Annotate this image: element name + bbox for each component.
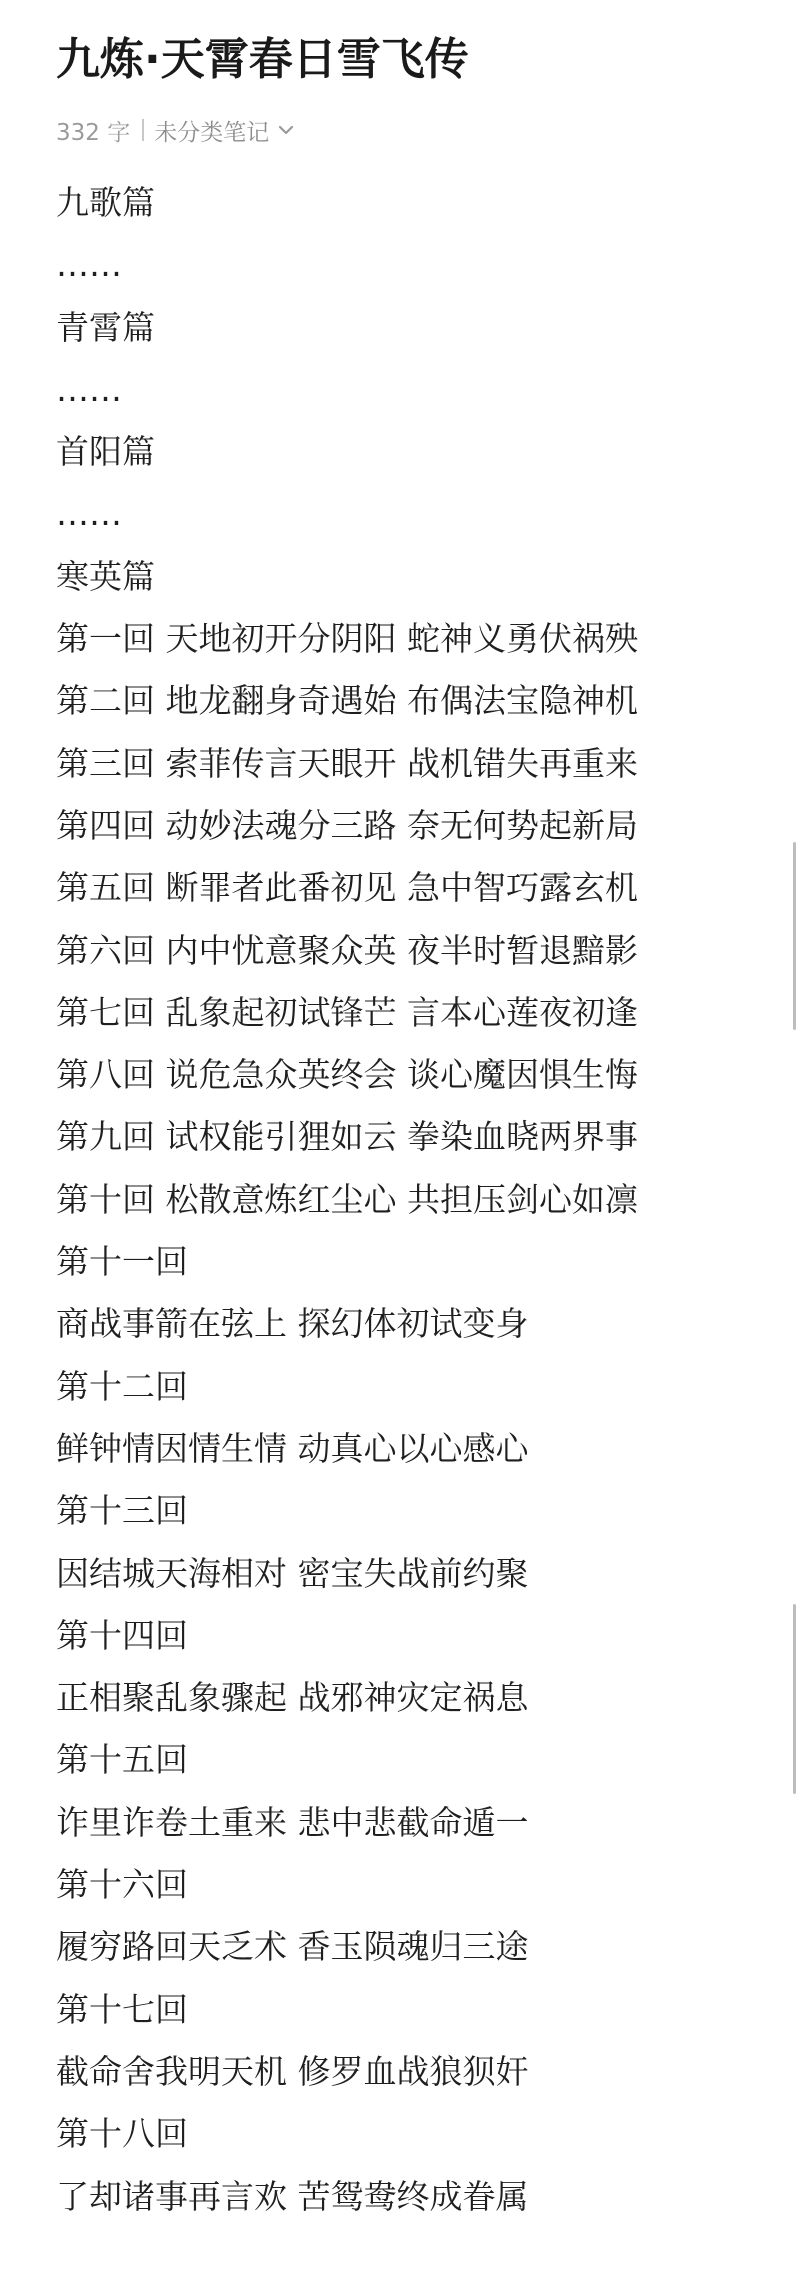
note-line: 首阳篇	[56, 432, 155, 472]
chevron-down-icon[interactable]	[275, 119, 297, 141]
note-line: 第六回 内中忧意聚众英 夜半时暂退黯影	[56, 930, 638, 970]
note-line: 第十四回	[56, 1615, 188, 1655]
note-line: 第五回 断罪者此番初见 急中智巧露玄机	[56, 868, 638, 908]
note-line: ……	[56, 494, 122, 534]
note-line: 第七回 乱象起初试锋芒 言本心莲夜初逢	[56, 992, 638, 1032]
note-line: 第二回 地龙翻身奇遇始 布偶法宝隐神机	[56, 681, 638, 721]
note-line: 第八回 说危急众英终会 谈心魔因惧生悔	[56, 1055, 638, 1095]
note-line: 第四回 动妙法魂分三路 奈无何势起新局	[56, 805, 638, 845]
note-line: ……	[56, 369, 122, 409]
note-line: 第一回 天地初开分阴阳 蛇神义勇伏祸殃	[56, 619, 638, 659]
note-line: 青霄篇	[56, 307, 155, 347]
note-line: 截命舍我明天机 修罗血战狼狈奸	[56, 2051, 529, 2091]
note-line: 履穷路回天乏术 香玉陨魂归三途	[56, 1927, 529, 1967]
word-count: 332 字	[56, 119, 131, 146]
note-line: 第十回 松散意炼红尘心 共担压剑心如凛	[56, 1179, 638, 1219]
note-line: 第九回 试权能引狸如云 拳染血晓两界事	[56, 1117, 638, 1157]
note-line: 第十五回	[56, 1740, 188, 1780]
note-title[interactable]: 九炼·天霄春日雪飞传	[56, 34, 469, 85]
note-line: 第十七回	[56, 1989, 188, 2029]
note-line: 鲜钟情因情生情 动真心以心感心	[56, 1428, 529, 1468]
note-line: 第十三回	[56, 1491, 188, 1531]
note-line: 九歌篇	[56, 183, 155, 222]
scrollbar-thumb[interactable]	[793, 1604, 796, 1794]
note-line: 第十一回	[56, 1242, 188, 1282]
meta-divider	[142, 119, 144, 141]
scrollbar-thumb[interactable]	[793, 842, 796, 1030]
note-line: 商战事箭在弦上 探幻体初试变身	[56, 1304, 529, 1344]
note-line: 正相聚乱象骤起 战邪神灾定祸息	[56, 1678, 529, 1718]
note-body[interactable]	[56, 176, 756, 2232]
note-line: 第十二回	[56, 1366, 188, 1406]
note-line: 诈里诈卷土重来 悲中悲截命遁一	[56, 1802, 529, 1842]
category-label: 未分类笔记	[154, 119, 270, 146]
note-line: 第十八回	[56, 2114, 188, 2154]
category-selector[interactable]	[154, 114, 269, 147]
note-line: 寒英篇	[56, 556, 155, 596]
note-line: 因结城天海相对 密宝失战前约聚	[56, 1553, 529, 1593]
note-line: 第三回 索菲传言天眼开 战机错失再重来	[56, 743, 638, 783]
note-line: 了却诸事再言欢 苦鸳鸯终成眷属	[56, 2176, 529, 2216]
note-line: 第十六回	[56, 1865, 188, 1905]
note-meta	[56, 112, 297, 148]
note-line: ……	[56, 245, 122, 285]
